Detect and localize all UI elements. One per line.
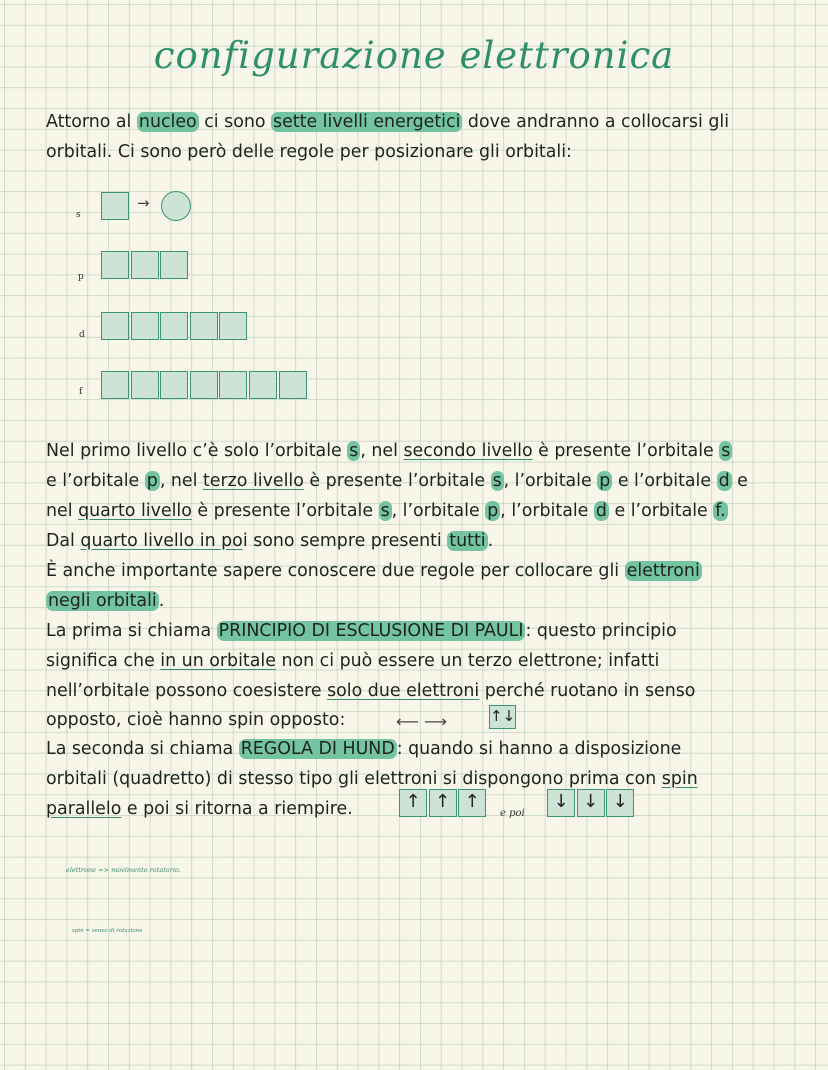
orbital-box <box>101 192 129 220</box>
highlight-pauli: PRINCIPIO DI ESCLUSIONE DI PAULI <box>218 621 524 641</box>
orbital-label-p: p <box>78 272 84 282</box>
spin-cell: ↑ <box>429 789 457 817</box>
body-line-4: Dal quarto livello in poi sono sempre presenti tutti . <box>46 531 494 551</box>
body-line-8: significa che in un orbitale non ci può essere un terzo elettrone; infatti <box>46 651 660 671</box>
highlight-hund: REGOLA DI HUND <box>240 739 395 759</box>
opposite-arrows-icon: ⟵ ⟶ <box>396 712 447 731</box>
arrow-icon: → <box>137 194 150 212</box>
orbital-box <box>131 312 159 340</box>
highlight-sette-livelli: sette livelli energetici <box>273 112 461 132</box>
note-line-2: spin = senso di rotazione <box>72 928 143 934</box>
body-line-7: La prima si chiama PRINCIPIO DI ESCLUSIONE DI PAULI : questo principio <box>46 621 677 641</box>
orbital-box <box>101 251 129 279</box>
body-line-9: nell’orbitale possono coesistere solo due elettroni perché ruotano in senso <box>46 681 696 701</box>
page-title: configurazione elettronica <box>153 34 675 77</box>
orbital-box <box>190 312 218 340</box>
body-line-12: orbitali (quadretto) di stesso tipo gli elettroni si dispongono prima con spin <box>46 769 698 789</box>
spin-cell: ↓ <box>606 789 634 817</box>
orbital-s-boxes <box>101 192 131 220</box>
hund-down-boxes <box>547 789 636 817</box>
spin-cell: ↑ <box>458 789 486 817</box>
pauli-spin-box <box>489 705 518 729</box>
spin-cell: ↓ <box>547 789 575 817</box>
orbital-box <box>101 312 129 340</box>
highlight-nucleo: nucleo <box>138 112 197 132</box>
orbital-box <box>249 371 277 399</box>
body-line-1: Nel primo livello c’è solo l’orbitale s , nel secondo livello è presente l’orbitale s <box>46 441 731 461</box>
orbital-d-boxes <box>101 312 249 340</box>
orbital-box <box>131 371 159 399</box>
body-line-6: negli orbitali . <box>48 591 165 611</box>
spin-cell: ↑↓ <box>489 705 516 729</box>
hund-up-boxes <box>399 789 488 817</box>
body-line-3: nel quarto livello è presente l’orbitale s , l’orbitale p , l’orbitale d e l’orbitale f. <box>46 501 726 521</box>
body-line-2: e l’orbitale p , nel terzo livello è presente l’orbitale s , l’orbitale p e l’orbitale d e <box>46 471 748 491</box>
orbital-f-boxes <box>101 371 308 399</box>
spin-cell: ↓ <box>577 789 605 817</box>
orbital-p-boxes <box>101 251 190 279</box>
spin-cell: ↑ <box>399 789 427 817</box>
orbital-box <box>160 371 188 399</box>
orbital-box <box>190 371 218 399</box>
orbital-box <box>101 371 129 399</box>
orbital-box <box>160 251 188 279</box>
body-line-13: parallelo e poi si ritorna a riempire. <box>46 799 353 819</box>
orbital-box <box>219 371 247 399</box>
orbital-label-d: d <box>79 330 85 340</box>
orbital-label-s: s <box>76 210 81 220</box>
body-line-5: È anche importante sapere conoscere due regole per collocare gli elettroni <box>46 561 700 581</box>
intro-line-1: Attorno al nucleo ci sono sette livelli energetici dove andranno a collocarsi gli <box>46 112 730 132</box>
body-line-10: opposto, cioè hanno spin opposto: <box>46 710 346 730</box>
orbital-label-f: f <box>79 387 83 397</box>
orbital-circle <box>161 191 191 221</box>
orbital-box <box>279 371 307 399</box>
note-line-1: elettrone => movimento rotatorio. <box>66 866 181 874</box>
intro-line-2: orbitali. Ci sono però delle regole per posizionare gli orbitali: <box>46 142 572 162</box>
hund-poi-label: e poi <box>500 808 525 819</box>
body-line-11: La seconda si chiama REGOLA DI HUND : quando si hanno a disposizione <box>46 739 682 759</box>
orbital-box <box>131 251 159 279</box>
orbital-box <box>160 312 188 340</box>
orbital-box <box>219 312 247 340</box>
